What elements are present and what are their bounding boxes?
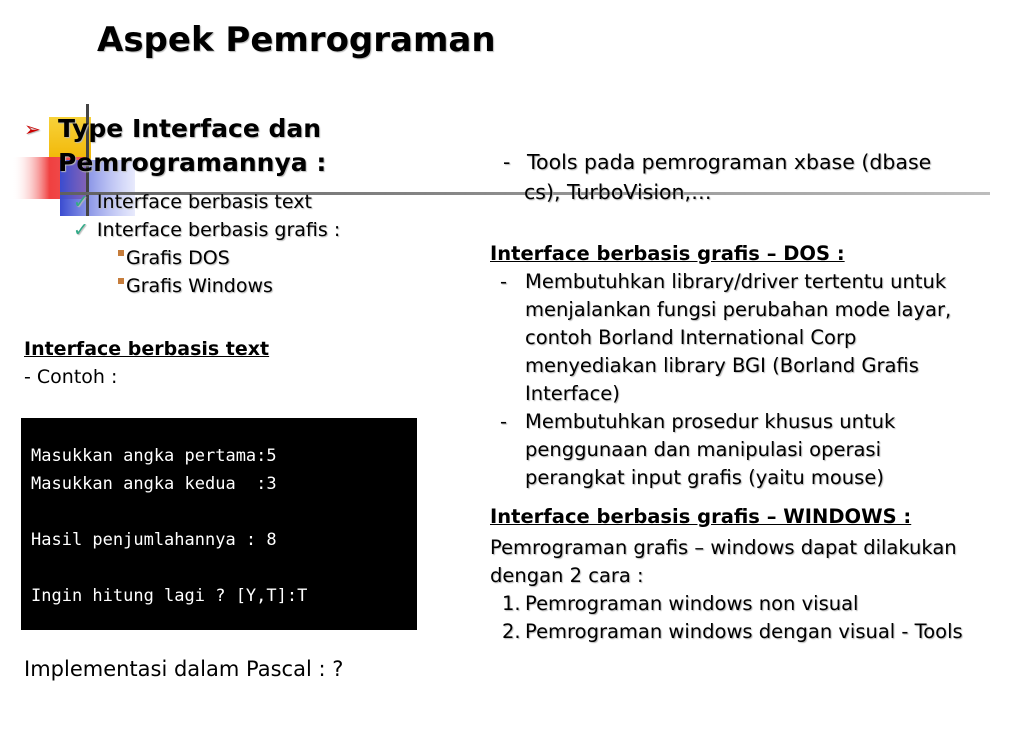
heading-line-2: Pemrogramannya :: [58, 148, 327, 177]
windows-section: [490, 534, 1010, 646]
sub-item-grafis-dos: Grafis DOS: [118, 244, 230, 272]
console-line: Masukkan angka kedua :3: [31, 474, 277, 494]
list-item-line: menjalankan fungsi perubahan mode layar,: [525, 298, 952, 321]
check-item-grafis: ✓ Interface berbasis grafis :: [73, 219, 341, 241]
square-bullet-icon: [118, 278, 124, 284]
console-line: Hasil penjumlahannya : 8: [31, 530, 277, 550]
heading-line-1: Type Interface dan: [58, 114, 322, 143]
tools-line-2: cs), TurboVision,…: [524, 180, 712, 204]
windows-heading: Interface berbasis grafis – WINDOWS :: [490, 505, 912, 528]
console-line: [31, 554, 417, 582]
tools-dash: -: [503, 150, 511, 174]
tools-note: [503, 147, 1003, 207]
list-item-line: Membutuhkan prosedur khusus untuk: [525, 410, 896, 433]
text-interface-heading: Interface berbasis text: [24, 338, 270, 360]
console-line: Masukkan angka pertama:5: [31, 446, 277, 466]
check-icon: ✓: [73, 219, 89, 241]
page-title: Aspek Pemrograman: [97, 20, 496, 60]
list-item: Pemrograman windows dengan visual - Tools: [525, 620, 963, 643]
windows-intro-line-2: dengan 2 cara :: [490, 564, 644, 587]
console-line: [31, 498, 417, 526]
check-icon: ✓: [73, 191, 89, 213]
check-item-text: ✓ Interface berbasis text: [73, 191, 312, 213]
example-label: - Contoh :: [24, 366, 118, 388]
list-item-line: penggunaan dan manipulasi operasi: [525, 438, 881, 461]
square-bullet-icon: [118, 250, 124, 256]
list-item-line: Membutuhkan library/driver tertentu untuk: [525, 270, 947, 293]
dos-heading: Interface berbasis grafis – DOS :: [490, 242, 845, 265]
list-item-line: perangkat input grafis (yaitu mouse): [525, 466, 884, 489]
list-item-line: Interface): [525, 382, 620, 405]
dos-list: [490, 268, 1000, 494]
tools-line-1: Tools pada pemrograman xbase (dbase: [527, 150, 932, 174]
list-dash: -: [500, 410, 508, 433]
implementation-note: Implementasi dalam Pascal : ?: [24, 657, 344, 681]
arrow-bullet-icon: ➢: [24, 117, 41, 141]
console-line: Ingin hitung lagi ? [Y,T]:T: [31, 586, 308, 606]
windows-intro-line-1: Pemrograman grafis – windows dapat dilakukan: [490, 536, 957, 559]
list-dash: -: [500, 270, 508, 293]
interface-type-heading: [24, 112, 327, 180]
list-item-line: contoh Borland International Corp: [525, 326, 857, 349]
list-number: 2.: [502, 620, 521, 643]
list-item-line: menyediakan library BGI (Borland Grafis: [525, 354, 919, 377]
console-output: [21, 418, 417, 630]
list-number: 1.: [502, 592, 521, 615]
sub-item-grafis-windows: Grafis Windows: [118, 272, 273, 300]
list-item: Pemrograman windows non visual: [525, 592, 859, 615]
